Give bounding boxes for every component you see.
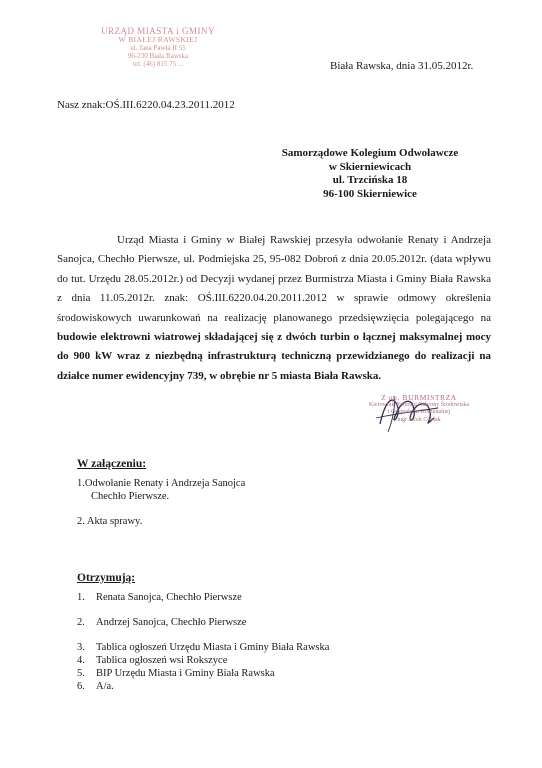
sign-stamp-line-3: i Gospodarki Komunalnej [387, 409, 451, 415]
recipient-number: 6. [77, 681, 85, 692]
sign-stamp-line-2: Kierownik Referatu Ochrony Środowiska [368, 401, 470, 408]
letter-body [57, 231, 491, 386]
office-header-stamp [78, 26, 238, 68]
recipient-text: A/a. [96, 681, 114, 692]
stamp-line-2: W BIAŁEJ RAWSKIEJ [118, 35, 198, 44]
recipient-text: Tablica ogłoszeń wsi Rokszyce [96, 655, 228, 666]
recipient-number: 2. [77, 617, 85, 628]
recipient-item [77, 591, 329, 604]
recipient-text: Renata Sanojca, Chechło Pierwsze [96, 592, 242, 603]
recipient-item [77, 654, 329, 667]
recipient-number: 5. [77, 668, 85, 679]
stamp-line-1: URZĄD MIASTA i GMINY [100, 26, 216, 36]
recipient-number: 4. [77, 655, 85, 666]
recipient-text: BIP Urzędu Miasta i Gminy Biała Rawska [96, 668, 275, 679]
addressee-line-4: 96-100 Skierniewice [323, 187, 417, 200]
attachment-item-1: 1.Odwołanie Renaty i Andrzeja Sanojca [77, 478, 246, 489]
sign-stamp-line-4: mgr Jacek Chylak [397, 416, 441, 423]
addressee-block [250, 147, 490, 201]
recipient-item [77, 641, 329, 654]
stamp-line-4: 96-230 Biała Rawska [127, 52, 189, 60]
signature-stamp [360, 394, 478, 424]
date-line: Biała Rawska, dnia 31.05.2012r. [330, 60, 474, 72]
recipients-list [77, 591, 329, 693]
addressee-line-2: w Skierniewicach [328, 160, 412, 173]
recipient-number: 1. [77, 592, 85, 603]
reference-number: Nasz znak:OŚ.III.6220.04.23.2011.2012 [57, 99, 235, 111]
recipient-number: 3. [77, 642, 85, 653]
attachment-item-2: 2. Akta sprawy. [77, 516, 143, 527]
attachments-heading: W załączeniu: [77, 458, 147, 470]
addressee-line-3: ul. Trzcińska 18 [332, 174, 408, 186]
recipient-item [77, 680, 329, 693]
recipient-item [77, 667, 329, 680]
recipient-item [77, 616, 329, 629]
recipient-text: Tablica ogłoszeń Urzędu Miasta i Gminy Biała Rawska [96, 642, 330, 653]
sign-stamp-line-1: Z up. BURMISTRZA [381, 393, 457, 402]
body-text-regular: Urząd Miasta i Gminy w Białej Rawskiej przesyła odwołanie Renaty i Andrzeja Sanojca, Chechło Pierwsze, ul. Podmiejska 25, 95-082 Dobroń z dnia 20.05.2012r. (data wpływu do tut. Urzędu 28.05.2012r.) od Decyzji wydanej przez Burmistrza Miasta i Gminy Biała Rawska z dnia 11.05.2012r. znak: OŚ.III.6220.04.20.2011.2012 w sprawie odmowy określenia środowiskowych uwarunkowań na realizację planowanego przedsięwzięcia polegającego na [57, 234, 491, 324]
attachments-list [77, 477, 245, 540]
body-text-bold: budowie elektrowni wiatrowej składającej się z dwóch turbin o łącznej maksymalnej mocy do 900 kW wraz z niezbędną infrastrukturą techniczną przewidzianego do realizacji na działce numer ewidencyjny 739, w obrębie nr 5 miasta Biała Rawska. [57, 331, 491, 382]
recipients-heading: Otrzymują: [77, 572, 136, 584]
recipient-text: Andrzej Sanojca, Chechło Pierwsze [96, 617, 247, 628]
stamp-line-5: tel. (46) 815 75 ... [132, 60, 184, 68]
attachment-item-1-cont: Chechło Pierwsze. [91, 491, 170, 502]
stamp-line-3: ul. Jana Pawła II 55 [130, 44, 186, 52]
addressee-line-1: Samorządowe Kolegium Odwoławcze [281, 147, 459, 159]
